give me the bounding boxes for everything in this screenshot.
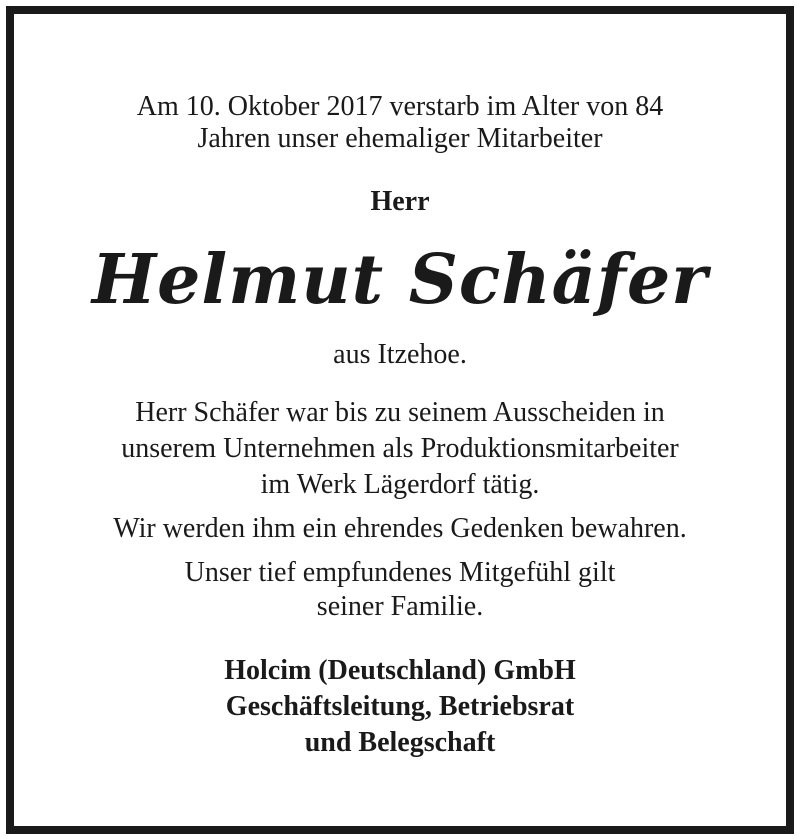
deceased-name: Helmut Schäfer [91, 240, 709, 320]
intro-line-2: Jahren unser ehemaliger Mitarbeiter [197, 123, 603, 154]
career-line-3: im Werk Lägerdorf tätig. [260, 469, 540, 500]
career-line-2: unserem Unternehmen als Produktionsmitarbeiter [121, 433, 679, 464]
signature-management: Geschäftsleitung, Betriebsrat [225, 691, 575, 722]
signature-company: Holcim (Deutschland) GmbH [224, 655, 576, 686]
career-line-1: Herr Schäfer war bis zu seinem Ausscheiden in [135, 397, 665, 428]
condolence-line-1: Unser tief empfundenes Mitgefühl gilt [184, 557, 616, 588]
salutation: Herr [370, 186, 430, 217]
memory-line: Wir werden ihm ein ehrendes Gedenken bewahren. [113, 513, 687, 544]
obituary-content [14, 14, 786, 826]
signature-staff: und Belegschaft [304, 727, 496, 758]
obituary-frame [6, 6, 794, 834]
hometown: aus Itzehoe. [333, 339, 467, 370]
condolence-line-2: seiner Familie. [316, 591, 484, 622]
intro-line-1: Am 10. Oktober 2017 verstarb im Alter von 84 [136, 91, 664, 122]
